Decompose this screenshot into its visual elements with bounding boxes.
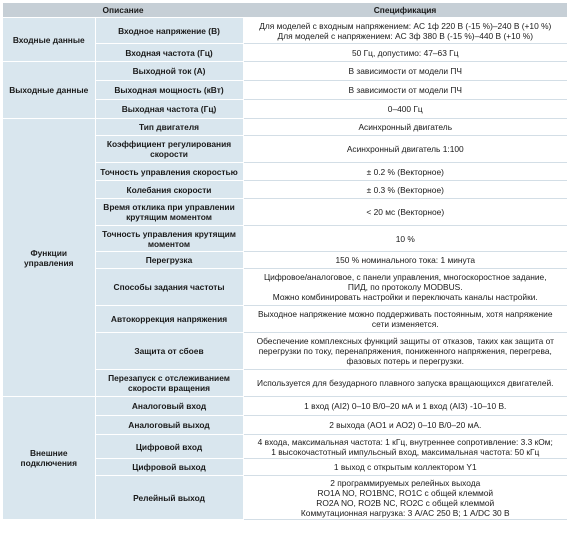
param-cell: Способы задания частоты [95, 269, 243, 306]
param-cell: Релейный выход [95, 476, 243, 520]
spec-cell: 2 программируемых релейных выхода RO1A NO, RO1BNC, RO1C с общей клеммой RO2A NO, RO2B NC, RO2C с общей клеммой Коммутационная нагрузка: 3 A/AC 250 В; 1 A/DC 30 В [243, 476, 567, 520]
param-cell: Колебания скорости [95, 181, 243, 199]
spec-cell: В зависимости от модели ПЧ [243, 62, 567, 81]
param-cell: Выходная мощность (кВт) [95, 81, 243, 100]
table-row [3, 18, 567, 44]
param-cell: Перегрузка [95, 252, 243, 269]
header-description: Описание [3, 3, 243, 18]
spec-cell: Выходное напряжение можно поддерживать постоянным, хотя напряжение сети изменяется. [243, 306, 567, 333]
param-cell: Точность управления скоростью [95, 163, 243, 181]
param-cell: Выходной ток (А) [95, 62, 243, 81]
param-cell: Аналоговый выход [95, 416, 243, 435]
table-row [3, 397, 567, 416]
param-cell: Входная частота (Гц) [95, 44, 243, 62]
spec-cell: 1 выход с открытым коллектором Y1 [243, 459, 567, 476]
header-specification: Спецификация [243, 3, 567, 18]
param-cell: Аналоговый вход [95, 397, 243, 416]
group-functions: Функции управления [3, 119, 95, 397]
spec-cell: Асинхронный двигатель 1:100 [243, 136, 567, 163]
param-cell: Тип двигателя [95, 119, 243, 136]
spec-cell: 0–400 Гц [243, 100, 567, 119]
spec-cell: Для моделей с входным напряжением: AC 1ф 220 В (-15 %)–240 В (+10 %) Для моделей с напряжением: AC 3ф 380 В (-15 %)–440 В (+10 %) [243, 18, 567, 44]
spec-cell: 1 вход (AI2) 0–10 В/0–20 мА и 1 вход (AI3) -10–10 В. [243, 397, 567, 416]
param-cell: Время отклика при управлении крутящим моментом [95, 199, 243, 226]
spec-cell: 10 % [243, 226, 567, 252]
spec-table [3, 3, 567, 520]
param-cell: Перезапуск с отслеживанием скорости вращения [95, 370, 243, 397]
spec-table-container [3, 3, 567, 520]
spec-cell: 150 % номинального тока: 1 минута [243, 252, 567, 269]
spec-cell: Асинхронный двигатель [243, 119, 567, 136]
spec-cell: Используется для безударного плавного запуска вращающихся двигателей. [243, 370, 567, 397]
param-cell: Автокоррекция напряжения [95, 306, 243, 333]
group-input: Входные данные [3, 18, 95, 62]
spec-cell: 4 входа, максимальная частота: 1 кГц, внутреннее сопротивление: 3.3 кОм; 1 высокочастотный импульсный вход, максимальная частота: 50 кГц [243, 435, 567, 459]
param-cell: Выходная частота (Гц) [95, 100, 243, 119]
spec-cell: ± 0.2 % (Векторное) [243, 163, 567, 181]
param-cell: Цифровой выход [95, 459, 243, 476]
spec-cell: Обеспечение комплексных функций защиты от отказов, таких как защита от перегрузки по току, перенапряжения, пониженного напряжения, перегрева, фазовых потерь и перегрузки. [243, 333, 567, 370]
group-external: Внешние подключения [3, 397, 95, 520]
spec-cell: В зависимости от модели ПЧ [243, 81, 567, 100]
spec-cell: 2 выхода (AO1 и AO2) 0–10 В/0–20 мА. [243, 416, 567, 435]
param-cell: Входное напряжение (В) [95, 18, 243, 44]
table-row [3, 62, 567, 81]
spec-cell: 50 Гц, допустимо: 47–63 Гц [243, 44, 567, 62]
spec-cell: ± 0.3 % (Векторное) [243, 181, 567, 199]
param-cell: Цифровой вход [95, 435, 243, 459]
param-cell: Точность управления крутящим моментом [95, 226, 243, 252]
table-row [3, 119, 567, 136]
spec-cell: Цифровое/аналоговое, с панели управления, многоскоростное задание, ПИД, по протоколу MODBUS. Можно комбинировать настройки и переключать каналы настройки. [243, 269, 567, 306]
group-output: Выходные данные [3, 62, 95, 119]
table-header-row [3, 3, 567, 18]
param-cell: Коэффициент регулирования скорости [95, 136, 243, 163]
param-cell: Защита от сбоев [95, 333, 243, 370]
spec-cell: < 20 мс (Векторное) [243, 199, 567, 226]
